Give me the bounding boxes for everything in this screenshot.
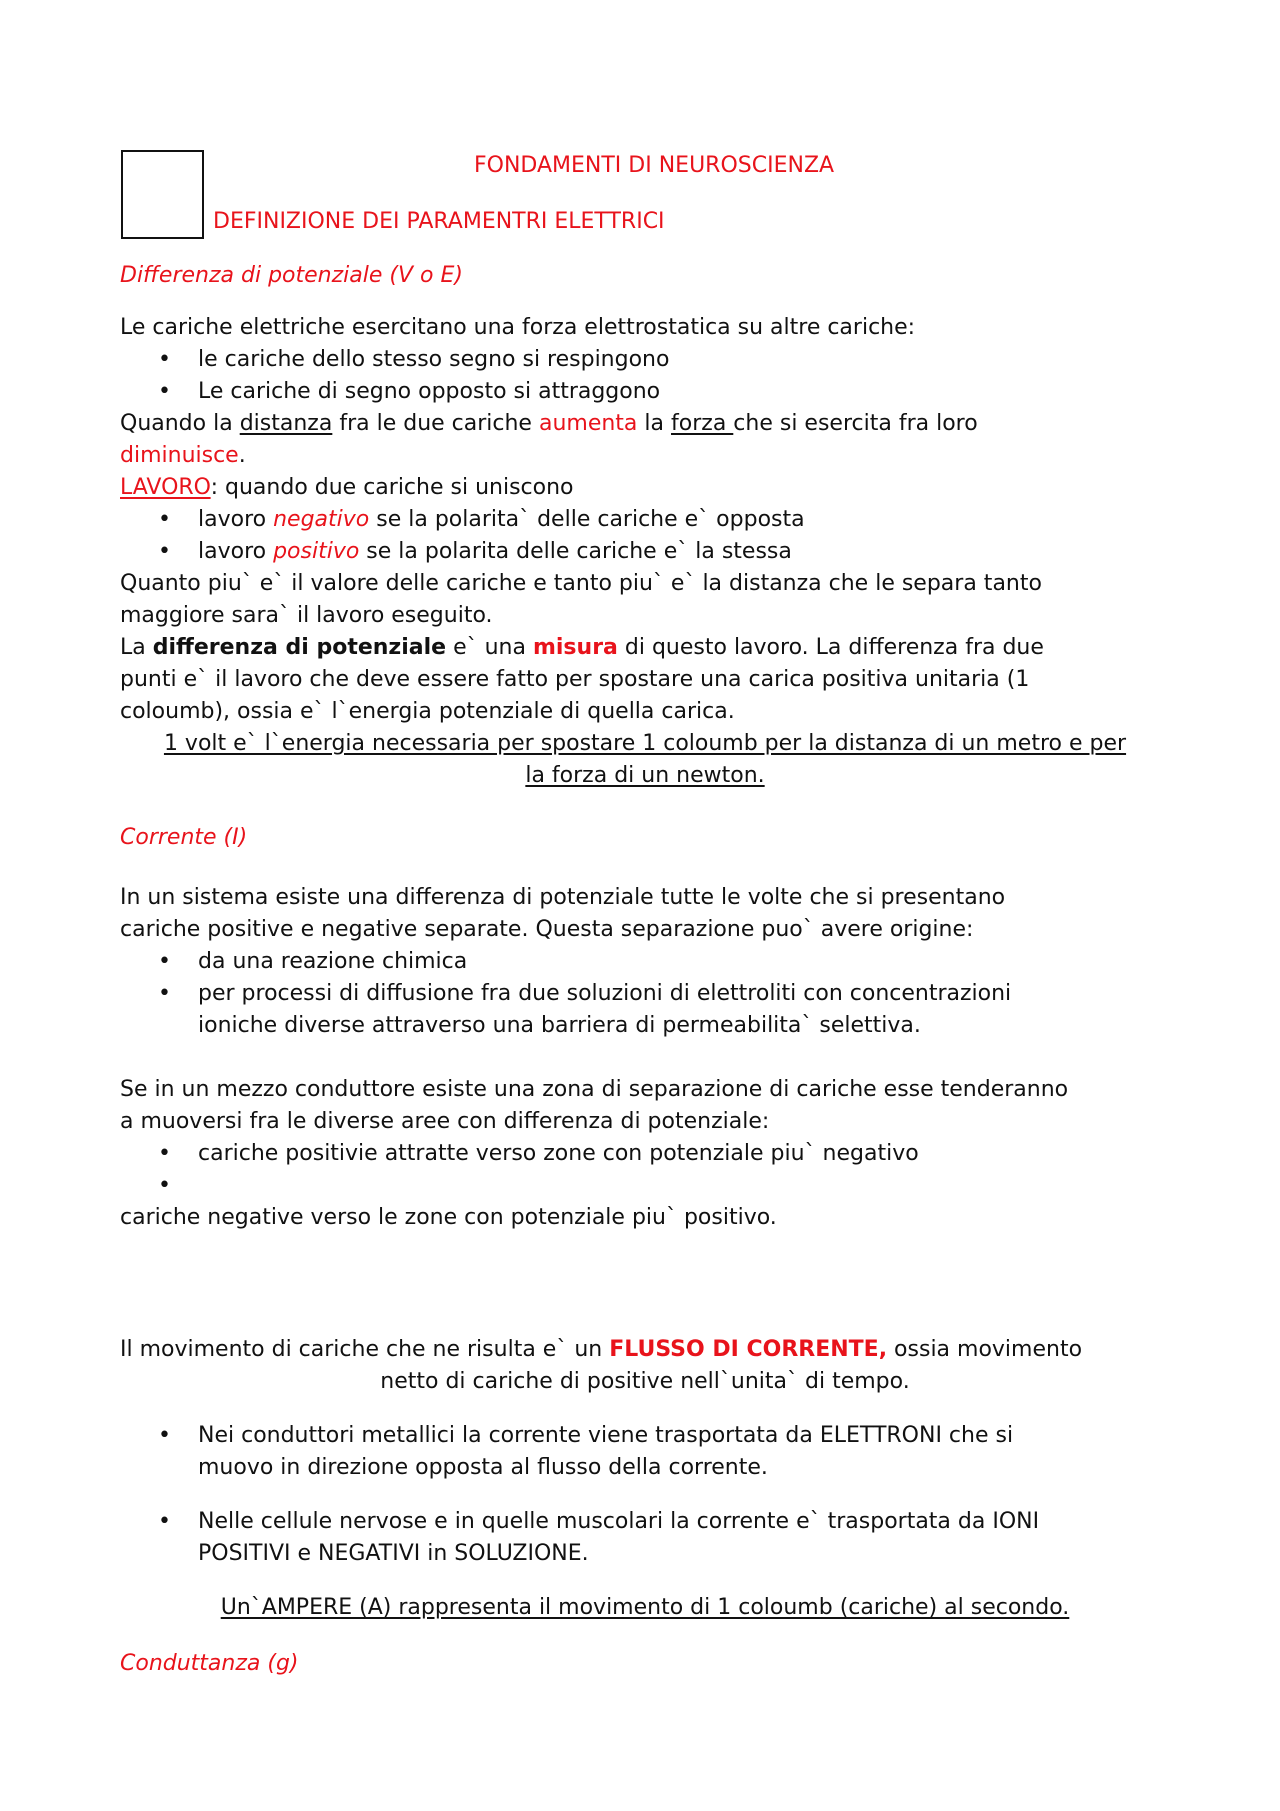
paragraph-quanto-line2: maggiore sara` il lavoro eseguito. — [120, 603, 493, 628]
paragraph-sistema-line1: In un sistema esiste una differenza di potenziale tutte le volte che si presentano — [120, 885, 1006, 910]
document-subtitle: DEFINIZIONE DEI PARAMENTRI ELETTRICI — [213, 209, 665, 234]
list-item-continuation: POSITIVI e NEGATIVI in SOLUZIONE. — [198, 1541, 589, 1566]
text-run: di questo lavoro. La differenza fra due — [617, 635, 1044, 660]
highlight-lavoro: LAVORO — [120, 475, 211, 500]
paragraph-mezzo-line2: a muoversi fra le diverse aree con differenza di potenziale: — [120, 1109, 770, 1134]
list-item-continuation: muovo in direzione opposta al flusso della corrente. — [198, 1455, 768, 1480]
paragraph-differenza — [120, 632, 1044, 664]
text-run: se la polarita delle cariche e` la stessa — [359, 539, 792, 564]
paragraph-lavoro — [120, 472, 574, 504]
list-item — [198, 536, 792, 568]
bullet-icon: • — [158, 1423, 171, 1448]
paragraph-mezzo-line1: Se in un mezzo conduttore esiste una zona di separazione di cariche esse tenderanno — [120, 1077, 1069, 1102]
highlight-positivo: positivo — [273, 539, 360, 564]
list-item — [198, 504, 805, 536]
paragraph-sistema-line2: cariche positive e negative separate. Questa separazione puo` avere origine: — [120, 917, 974, 942]
text-run: che si esercita fra loro — [733, 411, 978, 436]
section-heading-corrente: Corrente (I) — [120, 825, 248, 850]
text-run: La — [120, 635, 153, 660]
bullet-icon: • — [158, 347, 171, 372]
highlight-aumenta: aumenta — [538, 411, 638, 436]
bold-misura: misura — [532, 635, 618, 660]
text-run: . — [238, 443, 246, 468]
volt-definition-line2: la forza di un newton. — [525, 763, 765, 788]
bullet-icon: • — [158, 379, 171, 404]
text-run: lavoro — [198, 507, 274, 532]
list-item: per processi di diffusione fra due soluzioni di elettroliti con concentrazioni — [198, 981, 1012, 1006]
paragraph-cariche-negative: cariche negative verso le zone con potenziale piu` positivo. — [120, 1205, 777, 1230]
bold-differenza-di-potenziale: differenza di potenziale — [152, 635, 447, 660]
paragraph-differenza-line2: punti e` il lavoro che deve essere fatto per spostare una carica positiva unitaria (1 — [120, 667, 1030, 692]
bullet-icon: • — [158, 539, 171, 564]
underlined-forza: forza — [671, 411, 734, 436]
text-run: Il movimento di cariche che ne risulta e` un — [120, 1337, 610, 1362]
text-run: se la polarita` delle cariche e` opposta — [369, 507, 805, 532]
list-item: cariche positivie attratte verso zone con potenziale piu` negativo — [198, 1141, 919, 1166]
list-item: le cariche dello stesso segno si respingono — [198, 347, 670, 372]
volt-definition-line1: 1 volt e` l`energia necessaria per spostare 1 coloumb per la distanza di un metro e per — [163, 731, 1127, 756]
paragraph-diminuisce — [120, 440, 246, 472]
paragraph-quanto-line1: Quanto piu` e` il valore delle cariche e tanto piu` e` la distanza che le separa tanto — [120, 571, 1042, 596]
empty-frame-box — [121, 150, 204, 239]
paragraph-flusso — [120, 1334, 1082, 1366]
paragraph-quando — [120, 408, 978, 440]
bold-flusso-di-corrente: FLUSSO DI CORRENTE, — [609, 1337, 888, 1362]
list-item: da una reazione chimica — [198, 949, 468, 974]
ampere-definition: Un`AMPERE (A) rappresenta il movimento di 1 coloumb (cariche) al secondo. — [220, 1595, 1070, 1620]
text-run: e` una — [446, 635, 533, 660]
text-run: ossia movimento — [887, 1337, 1083, 1362]
bullet-icon: • — [158, 981, 171, 1006]
text-run: lavoro — [198, 539, 274, 564]
bullet-icon: • — [158, 1509, 171, 1534]
paragraph-intro: Le cariche elettriche esercitano una forza elettrostatica su altre cariche: — [120, 315, 916, 340]
section-heading-conduttanza: Conduttanza (g) — [120, 1651, 299, 1676]
bullet-icon: • — [158, 949, 171, 974]
paragraph-differenza-line3: coloumb), ossia e` l`energia potenziale di quella carica. — [120, 699, 735, 724]
list-item: Le cariche di segno opposto si attraggono — [198, 379, 661, 404]
list-item: Nelle cellule nervose e in quelle muscolari la corrente e` trasportata da IONI — [198, 1509, 1040, 1534]
text-run: Quando la — [120, 411, 240, 436]
bullet-icon: • — [158, 1141, 171, 1166]
text-run: fra le due cariche — [332, 411, 539, 436]
text-run: la — [637, 411, 672, 436]
document-title: FONDAMENTI DI NEUROSCIENZA — [474, 153, 835, 178]
list-item-continuation: ioniche diverse attraverso una barriera di permeabilita` selettiva. — [198, 1013, 921, 1038]
text-run: : quando due cariche si uniscono — [210, 475, 574, 500]
bullet-icon: • — [158, 507, 171, 532]
list-item: Nei conduttori metallici la corrente viene trasportata da ELETTRONI che si — [198, 1423, 1014, 1448]
section-heading-potenziale: Differenza di potenziale (V o E) — [120, 263, 463, 288]
highlight-diminuisce: diminuisce — [120, 443, 239, 468]
bullet-icon: • — [158, 1173, 171, 1198]
highlight-negativo: negativo — [273, 507, 370, 532]
paragraph-flusso-line2: netto di cariche di positive nell`unita` di tempo. — [380, 1369, 910, 1394]
underlined-distanza: distanza — [239, 411, 333, 436]
